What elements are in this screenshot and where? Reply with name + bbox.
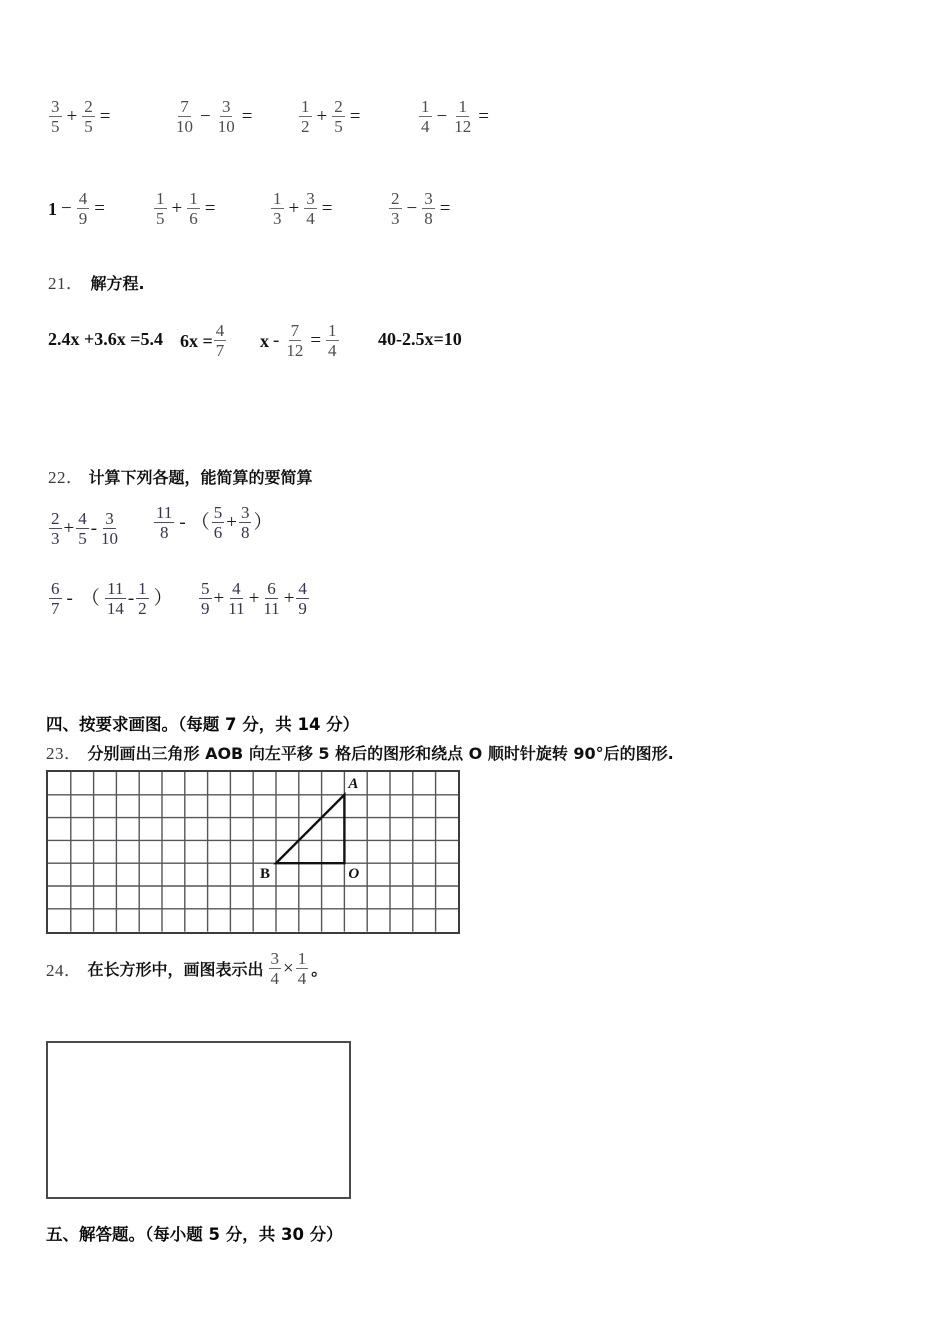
- operator: +: [213, 588, 225, 610]
- operator: =: [349, 106, 361, 128]
- fraction-numerator: 4: [298, 579, 307, 598]
- fraction: [261, 580, 281, 618]
- fraction: [77, 190, 90, 228]
- operator: −: [200, 106, 211, 128]
- fraction-numerator: 1: [273, 189, 282, 208]
- question-24-prompt-before: 在长方形中，画图表示出: [87, 960, 264, 980]
- triangle-vertex-label-a: A: [348, 775, 359, 792]
- operator: ×: [283, 958, 294, 980]
- expression-q20-g: [270, 190, 336, 228]
- question-24-heading: [46, 950, 327, 988]
- question-21-equations: [48, 318, 508, 368]
- fraction-denominator: 10: [101, 529, 119, 549]
- fraction-denominator: 9: [201, 599, 210, 619]
- question-24-prompt-after: 。: [311, 960, 328, 980]
- expression-q20-e: [48, 190, 109, 228]
- fraction: [239, 504, 252, 542]
- term: x: [260, 330, 269, 351]
- fraction-denominator: 5: [78, 529, 87, 549]
- operator: +: [66, 106, 78, 128]
- expression-q20-c: [298, 98, 364, 136]
- fraction-denominator: 8: [159, 523, 169, 543]
- fraction: [304, 190, 317, 228]
- fraction-numerator: 4: [215, 321, 225, 340]
- operator: （: [190, 512, 210, 534]
- fraction-denominator: 7: [51, 599, 60, 619]
- fraction: [389, 190, 402, 228]
- term: 40-2.5x=10: [378, 329, 462, 349]
- fraction-denominator: 4: [297, 969, 307, 989]
- fraction-denominator: 7: [215, 341, 225, 361]
- operator: -: [127, 588, 135, 610]
- fraction-denominator: 5: [156, 209, 165, 229]
- fraction-numerator: 11: [156, 503, 173, 522]
- fraction: [136, 580, 149, 618]
- operator: +: [283, 588, 295, 610]
- question-24-number: 24．: [46, 961, 82, 981]
- fraction-numerator: 4: [78, 509, 87, 528]
- question-21-number: 21．: [48, 274, 84, 293]
- fraction-numerator: 3: [306, 189, 315, 208]
- operator: =: [204, 198, 216, 220]
- operator: =: [99, 106, 111, 128]
- fraction: [154, 504, 174, 542]
- fraction-numerator: 3: [105, 509, 114, 528]
- operator: −: [406, 198, 418, 220]
- fraction-numerator: 1: [458, 97, 467, 116]
- fraction: [284, 322, 305, 360]
- expression-q20-h: [388, 190, 454, 228]
- operator: =: [310, 330, 322, 352]
- fraction-denominator: 2: [138, 599, 147, 619]
- operator: ）: [153, 588, 173, 610]
- equation-q21-d: [378, 330, 462, 348]
- question-23-number: 23．: [46, 744, 82, 763]
- operator: =: [439, 198, 451, 220]
- fraction: [49, 98, 62, 136]
- operator: +: [248, 588, 260, 610]
- fraction-denominator: 11: [263, 599, 280, 619]
- fraction-numerator: 2: [391, 189, 400, 208]
- fraction-numerator: 2: [84, 97, 93, 116]
- operator: -: [66, 588, 73, 610]
- fraction: [419, 98, 432, 136]
- fraction-numerator: 7: [180, 97, 189, 116]
- fraction-numerator: 5: [213, 503, 223, 522]
- question-21-prompt: 解方程.: [90, 274, 145, 293]
- fraction-denominator: 5: [51, 117, 60, 137]
- term: 6x =: [180, 330, 213, 351]
- question-23-heading: [46, 739, 674, 764]
- operator: =: [478, 106, 489, 128]
- triangle-vertex-label-b: B: [260, 866, 271, 883]
- fraction: [105, 580, 126, 618]
- grid-svg: [48, 772, 458, 932]
- fraction: [214, 322, 227, 360]
- fraction-numerator: 3: [240, 503, 250, 522]
- fraction: [271, 190, 284, 228]
- fraction: [326, 322, 339, 360]
- expression-q22-d: [198, 580, 310, 618]
- question-21-heading: [48, 269, 145, 294]
- expression-q22-c: [48, 580, 177, 618]
- fraction: [187, 190, 200, 228]
- fraction: [49, 580, 62, 618]
- fraction-denominator: 4: [306, 209, 315, 229]
- fraction: [269, 950, 282, 988]
- operator: +: [226, 512, 237, 534]
- fraction-denominator: 9: [78, 209, 88, 229]
- term: 1: [48, 198, 57, 219]
- term: 2.4x +3.6x =5.4: [48, 329, 164, 349]
- operator: =: [94, 198, 105, 220]
- fraction-numerator: 1: [297, 949, 307, 968]
- fraction-denominator: 6: [213, 523, 223, 543]
- fraction-denominator: 9: [298, 599, 307, 619]
- expression-q22-b: [153, 504, 273, 542]
- fraction-denominator: 3: [51, 529, 60, 549]
- fraction: [212, 504, 225, 542]
- equation-q21-b: [180, 322, 227, 360]
- fraction-numerator: 3: [221, 97, 231, 116]
- fraction: [422, 190, 435, 228]
- question-22-row-2: [48, 572, 468, 628]
- fraction-denominator: 10: [217, 117, 235, 137]
- expression-q24: [268, 950, 310, 988]
- operator: +: [63, 518, 75, 540]
- fraction-numerator: 1: [301, 97, 310, 116]
- fraction-numerator: 2: [334, 97, 343, 116]
- oral-calc-row-1: [48, 92, 568, 144]
- fraction-numerator: 3: [270, 949, 280, 968]
- fraction: [296, 950, 309, 988]
- fraction: [174, 98, 195, 136]
- operator: +: [171, 198, 183, 220]
- fraction-denominator: 8: [424, 209, 433, 229]
- fraction-numerator: 7: [290, 321, 300, 340]
- fraction-denominator: 12: [286, 341, 304, 361]
- fraction-numerator: 6: [51, 579, 60, 598]
- fraction-denominator: 3: [391, 209, 400, 229]
- fraction: [49, 510, 62, 548]
- operator: −: [436, 106, 448, 128]
- fraction-numerator: 1: [328, 321, 337, 340]
- triangle-aob: [276, 795, 344, 863]
- fraction-denominator: 8: [240, 523, 250, 543]
- question-23-prompt: 分别画出三角形 AOB 向左平移 5 格后的图形和绕点 O 顺时针旋转 90°后的图形.: [87, 744, 674, 763]
- fraction-numerator: 2: [51, 509, 60, 528]
- fraction-denominator: 4: [270, 969, 280, 989]
- fraction-denominator: 10: [176, 117, 193, 137]
- fraction: [332, 98, 345, 136]
- fraction: [226, 580, 246, 618]
- fraction-numerator: 1: [138, 579, 147, 598]
- section-5-heading: 五、解答题。（每小题 5 分，共 30 分）: [46, 1225, 343, 1244]
- fraction-numerator: 3: [424, 189, 433, 208]
- fraction-numerator: 1: [189, 189, 198, 208]
- question-22-heading: [48, 463, 313, 488]
- operator: （: [80, 588, 100, 610]
- fraction: [452, 98, 473, 136]
- fraction: [199, 580, 212, 618]
- operator: =: [241, 106, 253, 128]
- fraction-numerator: 6: [267, 579, 276, 598]
- expression-q20-d: [418, 98, 493, 136]
- operator: +: [316, 106, 328, 128]
- answer-rectangle-q24[interactable]: [46, 1041, 351, 1199]
- fraction: [82, 98, 95, 136]
- question-22-number: 22．: [48, 468, 84, 487]
- expression-q22-a: [48, 510, 121, 548]
- operator: -: [273, 330, 280, 352]
- fraction-numerator: 5: [201, 579, 210, 598]
- fraction: [99, 510, 120, 548]
- fraction-denominator: 14: [106, 599, 124, 619]
- fraction-numerator: 11: [107, 579, 124, 598]
- equation-q21-a: [48, 330, 163, 348]
- fraction: [299, 98, 312, 136]
- fraction: [296, 580, 309, 618]
- fraction-numerator: 4: [232, 579, 241, 598]
- expression-q20-b: [173, 98, 256, 136]
- expression-q20-a: [48, 98, 114, 136]
- fraction: [76, 510, 89, 548]
- operator: −: [61, 198, 72, 220]
- fraction-denominator: 5: [334, 117, 343, 137]
- expression-q20-f: [153, 190, 219, 228]
- operator: ）: [253, 512, 273, 534]
- question-22-row-1: [48, 500, 468, 556]
- equation-q21-c: [260, 322, 340, 360]
- fraction: [216, 98, 237, 136]
- oral-calc-row-2: [48, 184, 568, 236]
- fraction-denominator: 2: [301, 117, 310, 137]
- fraction-denominator: 4: [328, 341, 337, 361]
- fraction-numerator: 1: [156, 189, 165, 208]
- question-22-prompt: 计算下列各题，能简算的要简算: [88, 468, 313, 487]
- triangle-vertex-label-o: O: [348, 866, 360, 883]
- operator: -: [179, 512, 186, 534]
- fraction-denominator: 6: [189, 209, 198, 229]
- fraction-denominator: 3: [273, 209, 282, 229]
- fraction-numerator: 3: [51, 97, 60, 116]
- fraction-numerator: 1: [421, 97, 430, 116]
- operator: -: [90, 518, 98, 540]
- fraction: [154, 190, 167, 228]
- fraction-numerator: 4: [78, 189, 88, 208]
- coordinate-grid-q23: [46, 770, 460, 934]
- fraction-denominator: 5: [84, 117, 93, 137]
- operator: =: [321, 198, 333, 220]
- operator: +: [288, 198, 300, 220]
- fraction-denominator: 11: [228, 599, 245, 619]
- section-4-heading: 四、按要求画图。（每题 7 分，共 14 分）: [46, 715, 360, 734]
- fraction-denominator: 12: [454, 117, 472, 137]
- fraction-denominator: 4: [421, 117, 430, 137]
